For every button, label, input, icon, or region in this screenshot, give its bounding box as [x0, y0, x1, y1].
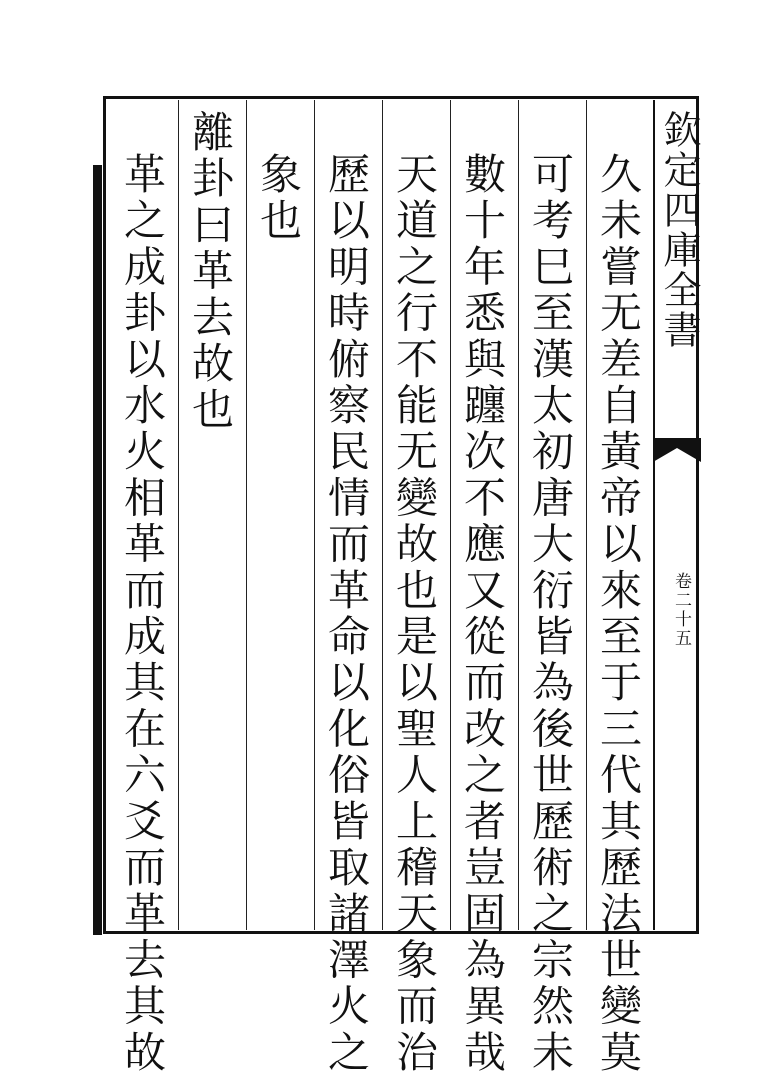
text-column-1: 久未嘗无差自黃帝以來至于三代其歷法世變莫	[594, 152, 643, 1076]
column-rule	[586, 100, 587, 930]
text-column-4: 天道之行不能无變故也是以聖人上稽天象而治	[390, 152, 439, 1076]
book-title: 欽定四庫全書	[657, 110, 701, 350]
text-column-3: 數十年悉與躔次不應又從而改之者豈固為異哉	[458, 152, 507, 1076]
column-rule	[314, 100, 315, 930]
column-rule	[246, 100, 247, 930]
binding-edge	[93, 165, 102, 935]
volume-number: 卷二十五	[671, 572, 691, 648]
fishtail-mark	[653, 438, 701, 462]
column-rule	[382, 100, 383, 930]
text-column-7: 離卦曰革去故也	[186, 110, 235, 434]
text-column-5: 歷以明時俯察民情而革命以化俗皆取諸澤火之	[322, 152, 371, 1076]
column-rule	[518, 100, 519, 930]
text-column-8: 革之成卦以水火相革而成其在六爻而革去其故	[118, 152, 167, 1076]
column-rule	[450, 100, 451, 930]
column-rule	[178, 100, 179, 930]
text-column-2: 可考巳至漢太初唐大衍皆為後世歷術之宗然未	[526, 152, 575, 1076]
center-column	[653, 100, 701, 930]
text-column-6: 象也	[254, 152, 303, 245]
